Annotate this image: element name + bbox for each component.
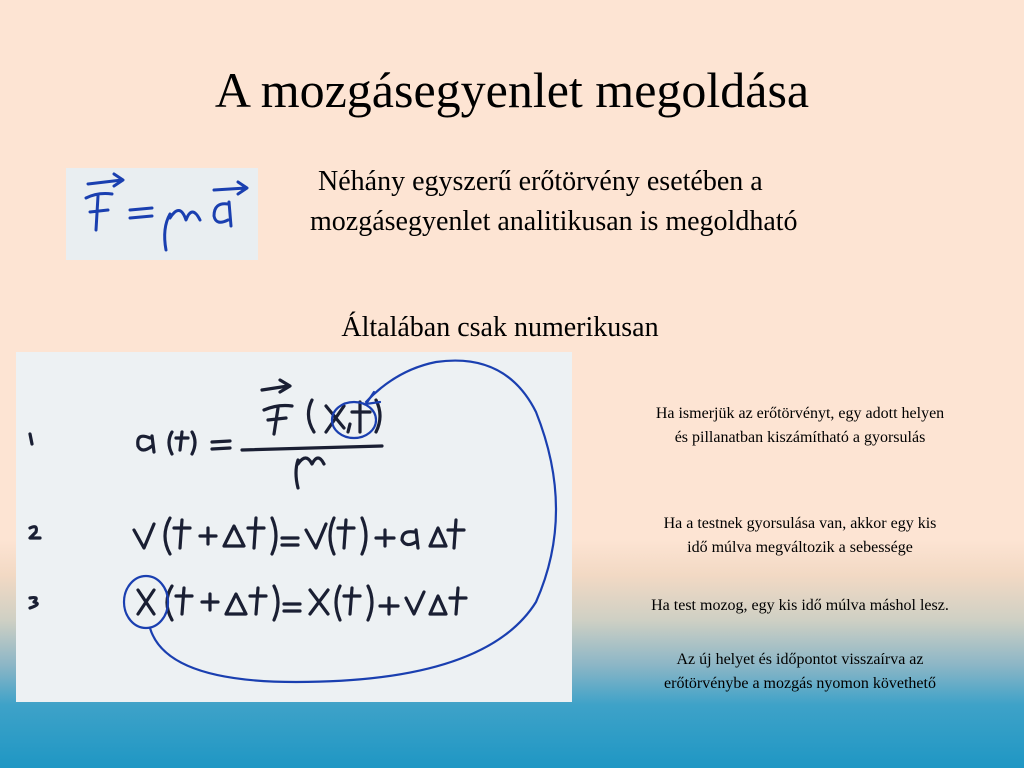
note-2-line-2: idő múlva megváltozik a sebessége [687,539,913,556]
note-2-line-1: Ha a testnek gyorsulása van, akkor egy kis [663,515,937,532]
intro-line-2: mozgásegyenlet analitikusan is megoldható [310,206,798,237]
note-acceleration [580,402,1020,450]
note-feedback [580,648,1020,696]
note-velocity [580,512,1020,560]
note-position [580,594,1020,618]
note-3-line-1: Ha test mozog, egy kis idő múlva máshol lesz. [651,597,949,614]
numeric-heading [0,308,1000,348]
feedback-loop-arrow [150,361,556,682]
intro-line-1: Néhány egyszerű erőtörvény esetében a [318,166,763,197]
step-number-3 [30,598,37,609]
newton-law-handwriting [66,168,258,260]
algorithm-handwriting [16,352,572,702]
note-1-line-1: Ha ismerjük az erőtörvényt, egy adott helyen [655,405,945,422]
step-number-2 [30,527,40,538]
intro-text [300,162,1000,242]
note-4-line-1: Az új helyet és időpontot visszaírva az [676,651,924,668]
slide-title: A mozgásegyenlet megoldása [214,62,810,118]
arrow-head [366,392,380,404]
algorithm-image [16,352,572,702]
newton-law-image [66,168,258,260]
step-number-1 [30,434,32,444]
note-4-line-2: erőtörvénybe a mozgás nyomon követhető [664,675,936,692]
note-1-line-2: és pillanatban kiszámítható a gyorsulás [674,429,926,446]
numeric-text: Általában csak numerikusan [341,312,659,343]
